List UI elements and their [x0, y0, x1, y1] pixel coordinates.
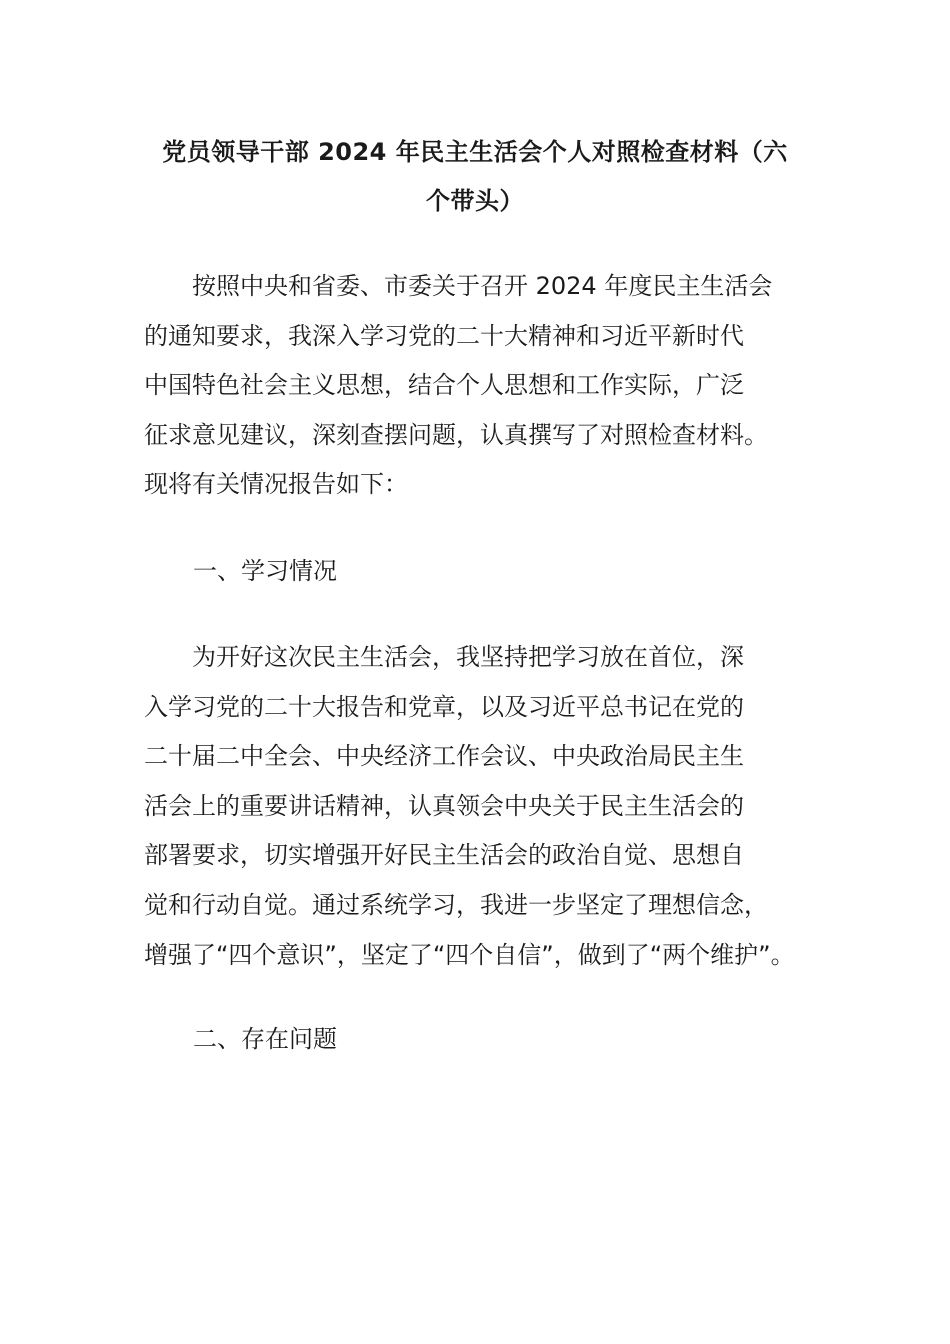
section-heading-study: 一、学习情况	[193, 557, 337, 585]
paragraph-line: 入学习党的二十大报告和党章，以及习近平总书记在党的	[144, 692, 744, 721]
paragraph-line: 部署要求，切实增强开好民主生活会的政治自觉、思想自	[144, 841, 744, 870]
paragraph-line: 增强了“四个意识”，坚定了“四个自信”，做到了“两个维护”。	[144, 940, 795, 969]
paragraph-line: 现将有关情况报告如下：	[144, 470, 408, 499]
section-heading-problems: 二、存在问题	[193, 1025, 337, 1053]
title-line: 个带头）	[426, 187, 524, 215]
paragraph-line: 中国特色社会主义思想，结合个人思想和工作实际，广泛	[144, 371, 744, 400]
document-title	[140, 128, 810, 226]
intro-paragraph	[144, 262, 814, 510]
paragraph-line: 按照中央和省委、市委关于召开 2024 年度民主生活会	[144, 272, 773, 300]
paragraph-line: 为开好这次民主生活会，我坚持把学习放在首位，深	[144, 643, 744, 671]
title-line: 党员领导干部 2024 年民主生活会个人对照检查材料（六	[162, 138, 788, 166]
paragraph-line: 活会上的重要讲话精神，认真领会中央关于民主生活会的	[144, 791, 744, 820]
paragraph-line: 觉和行动自觉。通过系统学习，我进一步坚定了理想信念，	[144, 890, 768, 919]
paragraph-line: 征求意见建议，深刻查摆问题，认真撰写了对照检查材料。	[144, 420, 768, 449]
paragraph-line: 二十届二中全会、中央经济工作会议、中央政治局民主生	[144, 742, 744, 771]
study-paragraph	[144, 633, 814, 980]
paragraph-line: 的通知要求，我深入学习党的二十大精神和习近平新时代	[144, 321, 744, 350]
